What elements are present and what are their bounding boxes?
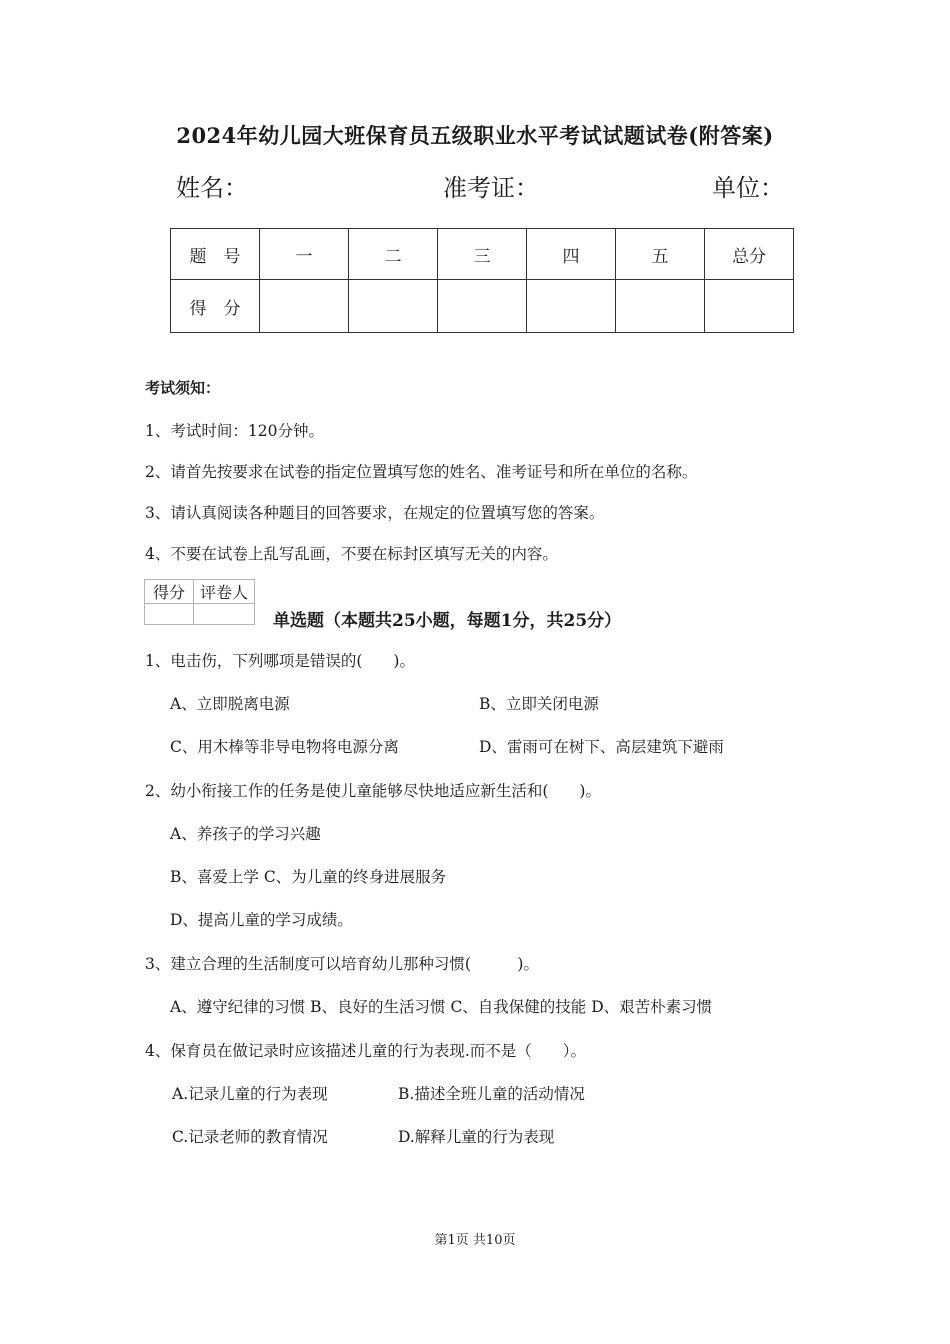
question-option: B、立即关闭电源 <box>479 695 599 713</box>
grader-score-label: 得分 <box>145 580 194 604</box>
score-row-label: 得 分 <box>171 280 260 333</box>
score-header-cell: 总分 <box>705 229 794 280</box>
question-option: D.解释儿童的行为表现 <box>398 1128 555 1146</box>
score-header-cell: 题 号 <box>171 229 260 280</box>
score-cell[interactable] <box>260 280 349 333</box>
question-option: D、雷雨可在树下、高层建筑下避雨 <box>479 738 724 756</box>
question-option: A、遵守纪律的习惯 B、良好的生活习惯 C、自我保健的技能 D、艰苦朴素习惯 <box>170 998 713 1016</box>
question-option: D、提高儿童的学习成绩。 <box>170 911 353 929</box>
question-stem: 3、建立合理的生活制度可以培育幼儿那种习惯( )。 <box>145 955 539 973</box>
score-header-cell: 三 <box>438 229 527 280</box>
question-option: B、喜爱上学 C、为儿童的终身进展服务 <box>170 868 447 886</box>
question-option: B.描述全班儿童的活动情况 <box>398 1085 585 1103</box>
grader-reviewer-cell[interactable] <box>194 604 255 625</box>
grader-reviewer-label: 评卷人 <box>194 580 255 604</box>
score-cell[interactable] <box>527 280 616 333</box>
score-header-cell: 五 <box>616 229 705 280</box>
section-title: 单选题（本题共25小题，每题1分，共25分） <box>273 611 622 631</box>
question-stem: 1、电击伤，下列哪项是错误的( )。 <box>145 652 415 670</box>
score-header-cell: 一 <box>260 229 349 280</box>
score-cell[interactable] <box>616 280 705 333</box>
question-option: A、立即脱离电源 <box>170 695 290 713</box>
notice-item: 1、考试时间：120分钟。 <box>145 422 324 440</box>
score-table-header-row <box>171 229 794 280</box>
question-option: A.记录儿童的行为表现 <box>172 1085 328 1103</box>
score-table <box>170 228 794 333</box>
question-option: A、养孩子的学习兴趣 <box>170 825 321 843</box>
score-cell[interactable] <box>438 280 527 333</box>
question-option: C.记录老师的教育情况 <box>172 1128 328 1146</box>
score-header-cell: 四 <box>527 229 616 280</box>
score-header-cell: 二 <box>349 229 438 280</box>
notice-item: 3、请认真阅读各种题目的回答要求，在规定的位置填写您的答案。 <box>145 504 605 522</box>
score-cell[interactable] <box>349 280 438 333</box>
question-option: C、用木棒等非导电物将电源分离 <box>170 738 399 756</box>
notice-heading: 考试须知： <box>145 379 221 397</box>
score-table-score-row <box>171 280 794 333</box>
grader-score-cell[interactable] <box>145 604 194 625</box>
unit-label: 单位： <box>712 174 784 202</box>
document-title: 2024年幼儿园大班保育员五级职业水平考试试题试卷(附答案) <box>176 123 774 148</box>
page-number: 第1页 共10页 <box>434 1233 516 1248</box>
question-stem: 4、保育员在做记录时应该描述儿童的行为表现.而不是（ ）。 <box>145 1042 587 1060</box>
exam-number-label: 准考证： <box>443 174 539 202</box>
question-stem: 2、幼小衔接工作的任务是使儿童能够尽快地适应新生活和( )。 <box>145 782 601 800</box>
grader-box <box>144 579 255 625</box>
score-cell[interactable] <box>705 280 794 333</box>
notice-item: 4、不要在试卷上乱写乱画，不要在标封区填写无关的内容。 <box>145 545 558 563</box>
name-label: 姓名： <box>176 174 248 202</box>
notice-item: 2、请首先按要求在试卷的指定位置填写您的姓名、准考证号和所在单位的名称。 <box>145 463 698 481</box>
